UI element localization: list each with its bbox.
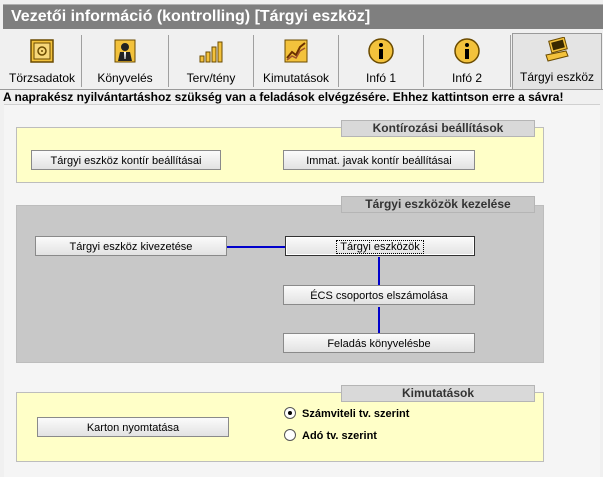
main-panel [4, 104, 600, 477]
connector-line [378, 307, 380, 333]
radio-tax-law[interactable] [284, 429, 377, 442]
info-icon [368, 38, 394, 64]
tab-label: Kimutatások [262, 71, 330, 85]
radio-selected-icon [284, 407, 296, 419]
toolbar [0, 33, 603, 90]
tab-kimutatasok[interactable] [254, 35, 339, 87]
connector-line [378, 257, 380, 285]
person-icon [112, 38, 138, 64]
radio-accounting-law-label: Számviteli tv. szerint [302, 408, 410, 420]
tab-terv-teny[interactable] [169, 35, 254, 87]
tab-label: Könyvelés [97, 71, 153, 85]
computer-icon [544, 37, 570, 63]
safe-icon [29, 38, 55, 64]
info-icon [454, 38, 480, 64]
bar-chart-icon [198, 38, 224, 64]
fixed-assets-label: Tárgyi eszközök [336, 240, 423, 254]
radio-accounting-law[interactable] [284, 407, 409, 420]
connector-line [227, 246, 285, 248]
reports-title: Kimutatások [341, 385, 535, 402]
tab-info-1[interactable] [339, 35, 424, 87]
contir-settings-title: Kontírozási beállítások [341, 120, 535, 137]
tab-label: Infó 2 [451, 71, 483, 85]
tab-targyi-eszkoz[interactable] [512, 33, 602, 90]
asset-disposal-button[interactable]: Tárgyi eszköz kivezetése [35, 236, 227, 256]
tab-konyveles[interactable] [82, 35, 169, 87]
window-title: Vezetői információ (kontrolling) [Tárgyi eszköz] [11, 8, 371, 25]
fixed-assets-button[interactable] [285, 236, 475, 256]
tab-label: Infó 1 [365, 71, 397, 85]
intangible-contir-settings-button[interactable]: Immat. javak kontír beállításai [283, 150, 475, 170]
asset-management-title: Tárgyi eszközök kezelése [341, 196, 535, 213]
line-chart-icon [283, 38, 309, 64]
print-card-button[interactable]: Karton nyomtatása [37, 417, 229, 437]
radio-tax-law-label: Adó tv. szerint [302, 430, 377, 442]
tab-label: Törzsadatok [8, 71, 76, 85]
radio-unselected-icon [284, 429, 296, 441]
tab-label: Tárgyi eszköz [519, 70, 595, 84]
window-title-bar [3, 4, 603, 29]
depreciation-group-settlement-button[interactable]: ÉCS csoportos elszámolása [283, 285, 475, 305]
posting-notice-bar[interactable]: A naprakész nyilvántartáshoz szükség van a feladások elvégzésére. Ehhez kattintson erre a sávra! [3, 90, 564, 104]
tab-torzsadatok[interactable] [3, 35, 82, 87]
tab-info-2[interactable] [424, 35, 511, 87]
asset-contir-settings-button[interactable]: Tárgyi eszköz kontír beállításai [31, 150, 221, 170]
post-to-ledger-button[interactable]: Feladás könyvelésbe [283, 333, 475, 353]
tab-label: Terv/tény [186, 71, 236, 85]
